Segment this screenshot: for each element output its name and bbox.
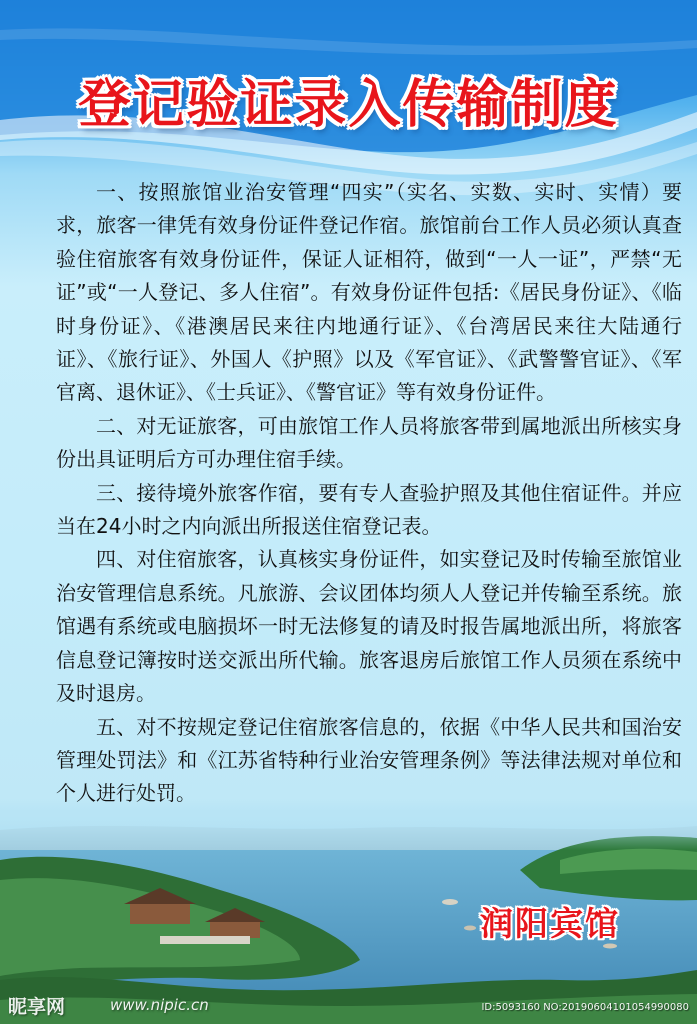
hotel-name: 润阳宾馆 <box>480 904 620 943</box>
regulation-paragraph-2: 二、对无证旅客，可由旅馆工作人员将旅客带到属地派出所核实身份出具证明后方可办理住宿手续。 <box>56 413 682 472</box>
watermark-site: www.nipic.cn <box>110 996 209 1014</box>
regulation-paragraph-4: 四、对住宿旅客，认真核实身份证件，如实登记及时传输至旅馆业治安管理信息系统。凡旅游、会议团体均须人人登记并传输至系统。旅馆遇有系统或电脑损坏一时无法修复的请及时报告属地派出所，将旅客信息登记簿按时送交派出所代输。旅客退房后旅馆工作人员须在系统中及时退房。 <box>56 547 682 706</box>
regulation-paragraph-5: 五、对不按规定登记住宿旅客信息的，依据《中华人民共和国治安管理处罚法》和《江苏省特种行业治安管理条例》等法律法规对单位和个人进行处罚。 <box>56 714 682 806</box>
poster-title: 登记验证录入传输制度 <box>78 75 619 135</box>
regulation-body <box>56 176 682 811</box>
regulation-paragraph-1: 一、按照旅馆业治安管理“四实”（实名、实数、实时、实情）要求，旅客一律凭有效身份证件登记作宿。旅馆前台工作人员必须认真查验住宿旅客有效身份证件，保证人证相符，做到“一人一证”，严禁“无证”或“一人登记、多人住宿”。有效身份证件包括:《居民身份证》、《临时身份证》、《港澳居民来往内地通行证》、《台湾居民来往大陆通行证》、《旅行证》、外国人《护照》以及《军官证》、《武警警官证》、《军官离、退休证》、《士兵证》、《警官证》等有效身份证件。 <box>56 180 682 405</box>
watermark-id: ID:5093160 NO:20190604101054990080 <box>481 1002 689 1013</box>
regulation-paragraph-3: 三、接待境外旅客作宿，要有专人查验护照及其他住宿证件。并应当在24小时之内向派出所报送住宿登记表。 <box>56 480 682 539</box>
watermark-logo: 昵享网 <box>8 996 66 1018</box>
